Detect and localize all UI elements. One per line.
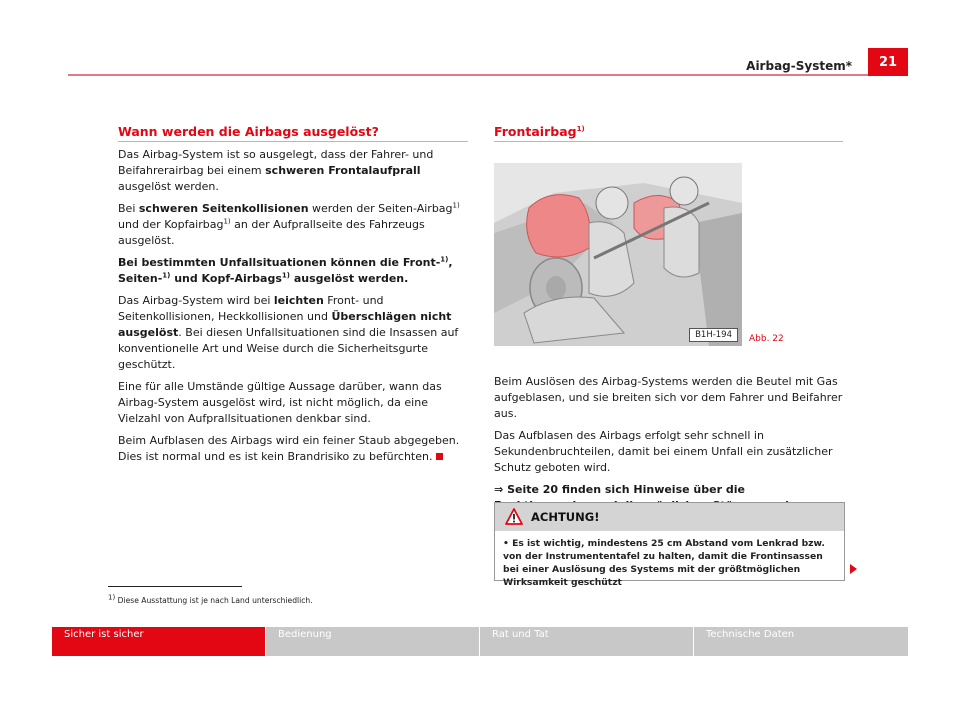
left-body bbox=[118, 147, 470, 471]
airbag-illustration-graphic bbox=[494, 163, 742, 346]
paragraph: Eine für alle Umstände gültige Aussage darüber, wann das Airbag-System ausgelöst wird, ist nicht möglich, da eine Vielzahl von Aufprallsituationen denkbar sind. bbox=[118, 380, 442, 425]
paragraph: Bei bestimmten Unfallsituationen können die Front-$^{1)}$, Seiten-$^{1)}$ und Kopf-Airbags$^{1)}$ ausgelöst werden. bbox=[118, 255, 453, 285]
paragraph: Bei schweren Seitenkollisionen werden der Seiten-Airbag$^{1)}$ und der Kopfairbag$^{1)}$ an der Aufprallseite des Fahrzeugs ausgelöst. bbox=[118, 201, 460, 247]
right-section-rule bbox=[494, 141, 843, 142]
footer-tab-rat-und-tat[interactable]: Rat und Tat bbox=[480, 627, 693, 656]
footnote-rule bbox=[108, 586, 242, 587]
figure-caption: Abb. 22 bbox=[749, 334, 784, 344]
paragraph: Das Aufblasen des Airbags erfolgt sehr schnell in Sekundenbruchteilen, damit bei einem Unfall ein zusätzlicher Schutz geboten wird. bbox=[494, 429, 833, 474]
warning-box bbox=[494, 502, 845, 588]
left-section-rule bbox=[118, 141, 468, 142]
continue-arrow-icon bbox=[850, 564, 857, 574]
airbag-illustration bbox=[494, 163, 742, 346]
page-number: 21 bbox=[868, 48, 908, 76]
warning-title: ACHTUNG! bbox=[531, 510, 600, 524]
footer-tab-sicher[interactable]: Sicher ist sicher bbox=[52, 627, 265, 656]
warning-triangle-icon bbox=[505, 508, 523, 525]
warning-text: • Es ist wichtig, mindestens 25 cm Abstand vom Lenkrad bzw. von der Instrumententafel zu halten, damit die Frontinsassen bei einer Auslösung des Systems mit der größtmöglichen Wirksamkeit geschützt bbox=[503, 538, 825, 588]
footer-tab-technische-daten[interactable]: Technische Daten bbox=[694, 627, 908, 656]
end-of-section-marker bbox=[436, 453, 443, 460]
figure-code-label: B1H-194 bbox=[689, 328, 738, 342]
footnote: 1) Diese Ausstattung ist je nach Land unterschiedlich. bbox=[108, 593, 313, 605]
paragraph: Das Airbag-System wird bei leichten Front- und Seitenkollisionen, Heckkollisionen und Überschlägen nicht ausgelöst. Bei diesen Unfallsituationen sind die Insassen auf konventionelle Art und Weise durch die Sicherheitsgurte geschützt. bbox=[118, 294, 459, 371]
paragraph: Beim Auslösen des Airbag-Systems werden die Beutel mit Gas aufgeblasen, und sie breiten sich vor dem Fahrer und Beifahrer aus. bbox=[494, 375, 843, 420]
paragraph: Das Airbag-System ist so ausgelegt, dass der Fahrer- und Beifahrerairbag bei einem schweren Frontalaufprall ausgelöst werden. bbox=[118, 148, 434, 193]
right-section-title: Frontairbag$^{1)}$ bbox=[494, 124, 585, 139]
page-header-title: Airbag-System* bbox=[746, 59, 852, 73]
paragraph: Beim Aufblasen des Airbags wird ein feiner Staub abgegeben. Dies ist normal und es ist kein Brandrisiko zu befürchten. bbox=[118, 434, 460, 463]
warning-header bbox=[495, 503, 844, 531]
arrow-right-icon: ⇒ bbox=[494, 483, 504, 496]
left-section-title: Wann werden die Airbags ausgelöst? bbox=[118, 124, 379, 139]
cross-reference-link[interactable]: ⇒ Seite 20 finden sich Hinweise über die bbox=[494, 483, 745, 496]
footer-tab-bedienung[interactable]: Bedienung bbox=[266, 627, 479, 656]
header-rule bbox=[68, 74, 908, 76]
